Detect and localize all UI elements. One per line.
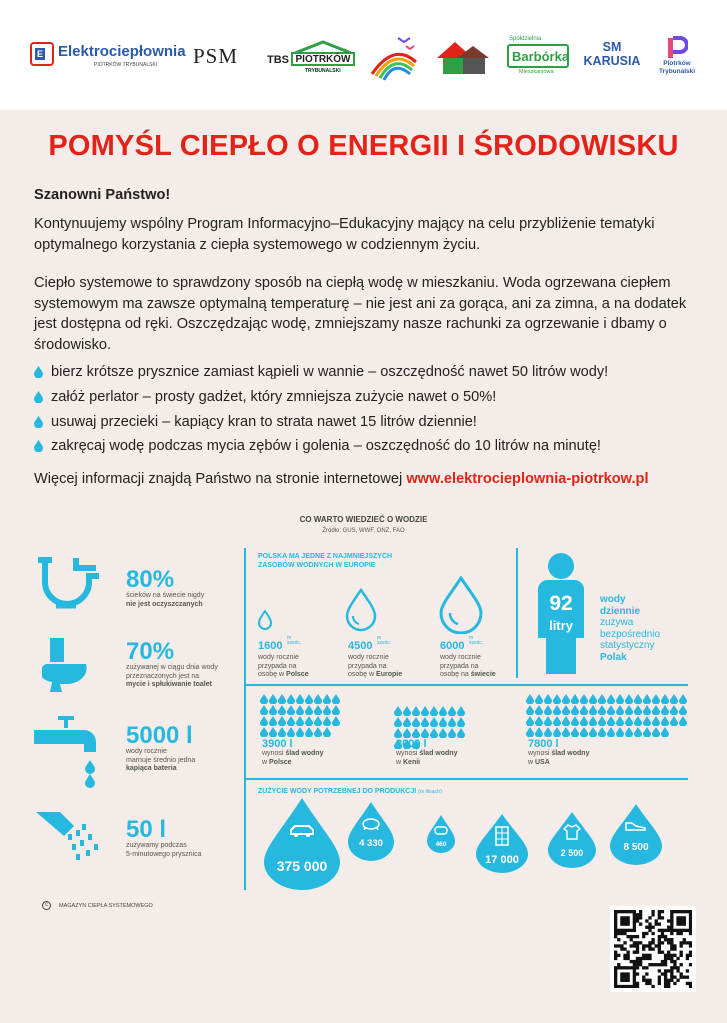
small-drop-icon	[260, 705, 268, 715]
production-value: 2 500	[560, 848, 584, 858]
small-drop-icon	[625, 705, 633, 715]
stat-value: 5000 l	[126, 722, 193, 749]
small-drop-icon	[305, 716, 313, 726]
small-drop-icon	[296, 716, 304, 726]
small-drop-icon	[643, 727, 651, 737]
website-link[interactable]: www.elektrocieplownia-piotrkow.pl	[406, 471, 649, 487]
small-drop-icon	[553, 727, 561, 737]
production-drop	[262, 796, 342, 890]
small-drop-icon	[403, 717, 411, 727]
small-drop-icon	[616, 727, 624, 737]
resource-item: 6000 m sześc. wody rocznie przypada na osobę na świecie	[440, 635, 496, 678]
resource-item: 1600 m sześc. wody rocznie przypada na osobę w Polsce	[258, 635, 309, 678]
stat-desc: wody rocznie marnuje średnio jedna kapiąca bateria	[126, 748, 196, 772]
small-drop-icon	[394, 728, 402, 738]
small-drop-icon	[457, 717, 465, 727]
psm-text: PSM	[193, 44, 239, 68]
small-drop-icon	[607, 716, 615, 726]
small-drop-icon	[562, 727, 570, 737]
small-drop-icon	[278, 727, 286, 737]
water-drop-icon	[438, 576, 484, 634]
small-drop-icon	[544, 716, 552, 726]
small-drop-icon	[296, 694, 304, 704]
small-drop-icon	[661, 694, 669, 704]
small-drop-icon	[607, 705, 615, 715]
small-drop-icon	[625, 694, 633, 704]
small-drop-icon	[439, 728, 447, 738]
production-drop	[426, 814, 456, 854]
drop-bullet-icon	[34, 391, 43, 403]
small-drop-icon	[670, 705, 678, 715]
footprint-drops	[526, 694, 688, 737]
small-drop-icon	[679, 705, 687, 715]
small-drop-icon	[589, 716, 597, 726]
small-drop-icon	[562, 694, 570, 704]
stat-value: 50 l	[126, 816, 167, 843]
bullet-item	[34, 387, 704, 407]
small-drop-icon	[562, 705, 570, 715]
small-drop-icon	[412, 728, 420, 738]
small-drop-icon	[439, 706, 447, 716]
elektrocieplownia-logo	[30, 38, 186, 78]
small-drop-icon	[332, 694, 340, 704]
small-drop-icon	[394, 706, 402, 716]
small-drop-icon	[652, 727, 660, 737]
divider	[244, 778, 688, 780]
production-drop	[546, 810, 598, 870]
small-drop-icon	[278, 716, 286, 726]
small-drop-icon	[314, 705, 322, 715]
small-drop-icon	[535, 705, 543, 715]
toilet-icon	[42, 634, 92, 694]
footprint-item: 3000 l wynosi ślad wodny w Kenii	[396, 738, 458, 766]
small-drop-icon	[652, 705, 660, 715]
small-drop-icon	[412, 717, 420, 727]
page-title: POMYŚL CIEPŁO O ENERGII I ŚRODOWISKU	[48, 130, 679, 162]
small-drop-icon	[287, 727, 295, 737]
small-drop-icon	[323, 716, 331, 726]
small-drop-icon	[661, 705, 669, 715]
small-drop-icon	[634, 716, 642, 726]
small-drop-icon	[535, 716, 543, 726]
house-logo-icon	[433, 38, 493, 76]
small-drop-icon	[269, 727, 277, 737]
small-drop-icon	[589, 727, 597, 737]
infographic-source: Źródło: GUS, WWF, ONZ, FAO	[322, 528, 405, 534]
shower-icon	[32, 808, 104, 864]
resource-item: 4500 m sześc. wody rocznie przypada na osobę w Europie	[348, 635, 403, 678]
small-drop-icon	[643, 694, 651, 704]
small-drop-icon	[670, 716, 678, 726]
barborka-name: Barbórka	[512, 49, 570, 64]
person-unit: litry	[549, 618, 573, 633]
small-drop-icon	[670, 694, 678, 704]
production-value: 4 330	[359, 838, 383, 849]
production-value: 375 000	[276, 858, 328, 874]
ec-icon: E	[30, 42, 54, 66]
stat-value: 80%	[126, 566, 175, 593]
small-drop-icon	[439, 717, 447, 727]
small-drop-icon	[269, 694, 277, 704]
chocolate-icon	[495, 826, 509, 846]
infographic-title: CO WARTO WIEDZIEĆ O WODZIE	[299, 515, 428, 524]
footprint-item: 3900 l wynosi ślad wodny w Polsce	[262, 738, 324, 766]
barborka-logo	[505, 36, 571, 78]
small-drop-icon	[332, 705, 340, 715]
small-drop-icon	[589, 705, 597, 715]
stat-desc: zużywanej w ciągu dnia wody przeznaczonych jest na mycie i spłukiwanie toalet	[126, 664, 218, 688]
rainbow-birds-icon	[368, 32, 420, 84]
small-drop-icon	[544, 705, 552, 715]
small-drop-icon	[553, 716, 561, 726]
small-drop-icon	[535, 694, 543, 704]
divider	[516, 548, 518, 678]
small-drop-icon	[323, 694, 331, 704]
stat-desc: zużywamy podczas 5-minutowego prysznica	[126, 842, 202, 858]
qr-code[interactable]	[610, 906, 696, 992]
city-p-icon	[666, 36, 688, 60]
production-drop	[346, 800, 396, 862]
small-drop-icon	[598, 716, 606, 726]
water-drop-icon	[344, 588, 378, 632]
small-drop-icon	[421, 717, 429, 727]
stat-desc: ścieków na świecie nigdy nie jest oczyszczanych	[126, 592, 205, 608]
small-drop-icon	[421, 706, 429, 716]
small-drop-icon	[287, 716, 295, 726]
small-drop-icon	[616, 716, 624, 726]
small-drop-icon	[571, 705, 579, 715]
small-drop-icon	[571, 716, 579, 726]
small-drop-icon	[571, 727, 579, 737]
small-drop-icon	[598, 694, 606, 704]
small-drop-icon	[589, 694, 597, 704]
copyright-icon: c	[42, 901, 51, 910]
small-drop-icon	[323, 705, 331, 715]
tbs-name: PIOTRKÓW	[291, 52, 355, 66]
bullet-text: załóż perlator – prosty gadżet, który zmniejsza zużycie nawet o 50%!	[51, 389, 497, 405]
footprint-drops	[260, 694, 340, 737]
small-drop-icon	[457, 706, 465, 716]
small-drop-icon	[305, 705, 313, 715]
production-drop	[474, 812, 530, 874]
small-drop-icon	[679, 716, 687, 726]
small-drop-icon	[580, 727, 588, 737]
small-drop-icon	[260, 716, 268, 726]
small-drop-icon	[634, 694, 642, 704]
small-drop-icon	[314, 727, 322, 737]
small-drop-icon	[526, 705, 534, 715]
small-drop-icon	[571, 694, 579, 704]
small-drop-icon	[562, 716, 570, 726]
pipe-icon	[32, 552, 104, 618]
production-drop	[608, 802, 664, 866]
divider	[244, 548, 246, 890]
small-drop-icon	[305, 727, 313, 737]
small-drop-icon	[607, 727, 615, 737]
small-drop-icon	[430, 717, 438, 727]
resources-title: POLSKA MA JEDNE Z NAJMNIEJSZYCH ZASOBÓW WODNYCH W EUROPIE	[258, 553, 393, 569]
footprint-item: 7800 l wynosi ślad wodny w USA	[528, 738, 590, 766]
drop-bullet-icon	[34, 416, 43, 428]
heat-paragraph: Ciepło systemowe to sprawdzony sposób na ciepłą wodę w mieszkaniu. Woda ogrzewana ciepłem systemowym ma zawsze optymalną temperaturę – nie jest ani za gorąca, ani za zimna, a na dodatek jest dostępna od ręki. Oszczędzając wodę, zmniejszamy nasze rachunki za ogrzewanie i dbamy o środowisko.	[34, 275, 687, 353]
bullet-text: usuwaj przecieki – kapiący kran to strata nawet 15 litrów dziennie!	[51, 414, 477, 430]
logo-bar	[0, 0, 727, 110]
small-drop-icon	[544, 694, 552, 704]
small-drop-icon	[625, 716, 633, 726]
car-icon	[289, 824, 315, 838]
small-drop-icon	[430, 728, 438, 738]
barborka-sub: Mieszkaniowa	[519, 69, 554, 75]
bullet-item	[34, 412, 704, 432]
qr-pattern-icon	[614, 910, 692, 988]
small-drop-icon	[421, 728, 429, 738]
bullet-text: zakręcaj wodę podczas mycia zębów i golenia – oszczędność do 10 litrów na minutę!	[51, 438, 601, 454]
more-info-text: Więcej informacji znajdą Państwo na stronie internetowej	[34, 471, 403, 487]
small-drop-icon	[643, 716, 651, 726]
small-drop-icon	[305, 694, 313, 704]
bullet-text: bierz krótsze prysznice zamiast kąpieli w wannie – oszczędność nawet 50 litrów wody!	[51, 364, 609, 380]
more-info-line	[34, 469, 704, 490]
small-drop-icon	[457, 728, 465, 738]
faucet-icon	[32, 712, 102, 790]
production-title: ZUŻYCIE WODY POTRZEBNEJ DO PRODUKCJI (w litrach)	[258, 788, 442, 795]
small-drop-icon	[643, 705, 651, 715]
small-drop-icon	[526, 694, 534, 704]
intro-paragraph: Kontynuujemy wspólny Program Informacyjno–Edukacyjny mający na celu przybliżenie tematyki optymalnego korzystania z ciepła systemowego w codziennym życiu.	[34, 216, 655, 253]
small-drop-icon	[634, 705, 642, 715]
tshirt-icon	[563, 824, 581, 840]
bread-icon	[434, 826, 448, 835]
small-drop-icon	[598, 705, 606, 715]
small-drop-icon	[296, 705, 304, 715]
small-drop-icon	[652, 694, 660, 704]
sm-karusia-logo	[580, 40, 644, 72]
small-drop-icon	[287, 694, 295, 704]
tbs-prefix: TBS	[267, 54, 289, 66]
small-drop-icon	[679, 694, 687, 704]
small-drop-icon	[544, 727, 552, 737]
small-drop-icon	[403, 706, 411, 716]
small-drop-icon	[616, 694, 624, 704]
small-drop-icon	[661, 716, 669, 726]
production-value: 17 000	[485, 854, 519, 866]
small-drop-icon	[278, 705, 286, 715]
chicken-icon	[362, 816, 380, 830]
small-drop-icon	[269, 716, 277, 726]
piotrkow-logo	[652, 36, 702, 80]
small-drop-icon	[580, 705, 588, 715]
divider	[244, 684, 688, 686]
stat-value: 70%	[126, 638, 175, 665]
small-drop-icon	[269, 705, 277, 715]
ec-sub: PIOTRKÓW TRYBUNALSKI	[94, 62, 158, 68]
small-drop-icon	[661, 727, 669, 737]
small-drop-icon	[526, 716, 534, 726]
small-drop-icon	[278, 694, 286, 704]
shoe-icon	[624, 820, 648, 832]
small-drop-icon	[448, 728, 456, 738]
small-drop-icon	[580, 716, 588, 726]
small-drop-icon	[314, 716, 322, 726]
small-drop-icon	[553, 694, 561, 704]
small-drop-icon	[332, 716, 340, 726]
small-drop-icon	[598, 727, 606, 737]
small-drop-icon	[260, 694, 268, 704]
ec-brand: Elektrociepłownia	[58, 43, 186, 60]
person-desc: wody dziennie zużywa bezpośrednio statystyczny Polak	[600, 594, 661, 663]
small-drop-icon	[403, 728, 411, 738]
drop-bullet-icon	[34, 440, 43, 452]
small-drop-icon	[448, 706, 456, 716]
tbs-sub: TRYBUNALSKI	[305, 68, 341, 74]
production-value: 460	[435, 841, 447, 848]
small-drop-icon	[314, 694, 322, 704]
small-drop-icon	[535, 727, 543, 737]
small-drop-icon	[448, 717, 456, 727]
small-drop-icon	[553, 705, 561, 715]
water-drop-icon	[258, 610, 272, 630]
magazine-credit: c MAGAZYN CIEPŁA SYSTEMOWEGO	[42, 901, 153, 910]
small-drop-icon	[260, 727, 268, 737]
bullet-item	[34, 436, 704, 456]
small-drop-icon	[634, 727, 642, 737]
small-drop-icon	[607, 694, 615, 704]
psm-logo	[193, 42, 251, 72]
tbs-logo	[267, 40, 357, 76]
small-drop-icon	[652, 716, 660, 726]
small-drop-icon	[323, 727, 331, 737]
small-drop-icon	[580, 694, 588, 704]
small-drop-icon	[616, 705, 624, 715]
small-drop-icon	[287, 705, 295, 715]
small-drop-icon	[526, 727, 534, 737]
drop-bullet-icon	[34, 366, 43, 378]
barborka-top: Spółdzielnia	[509, 36, 542, 42]
greeting: Szanowni Państwo!	[34, 187, 171, 203]
production-value: 8 500	[623, 842, 649, 853]
small-drop-icon	[394, 717, 402, 727]
small-drop-icon	[296, 727, 304, 737]
small-drop-icon	[412, 706, 420, 716]
bullet-item	[34, 362, 704, 382]
city-text: Piotrków Trybunalski	[658, 60, 696, 75]
person-value: 92	[549, 592, 573, 615]
karusia-text: SM KARUSIA	[583, 40, 641, 68]
small-drop-icon	[430, 706, 438, 716]
small-drop-icon	[625, 727, 633, 737]
